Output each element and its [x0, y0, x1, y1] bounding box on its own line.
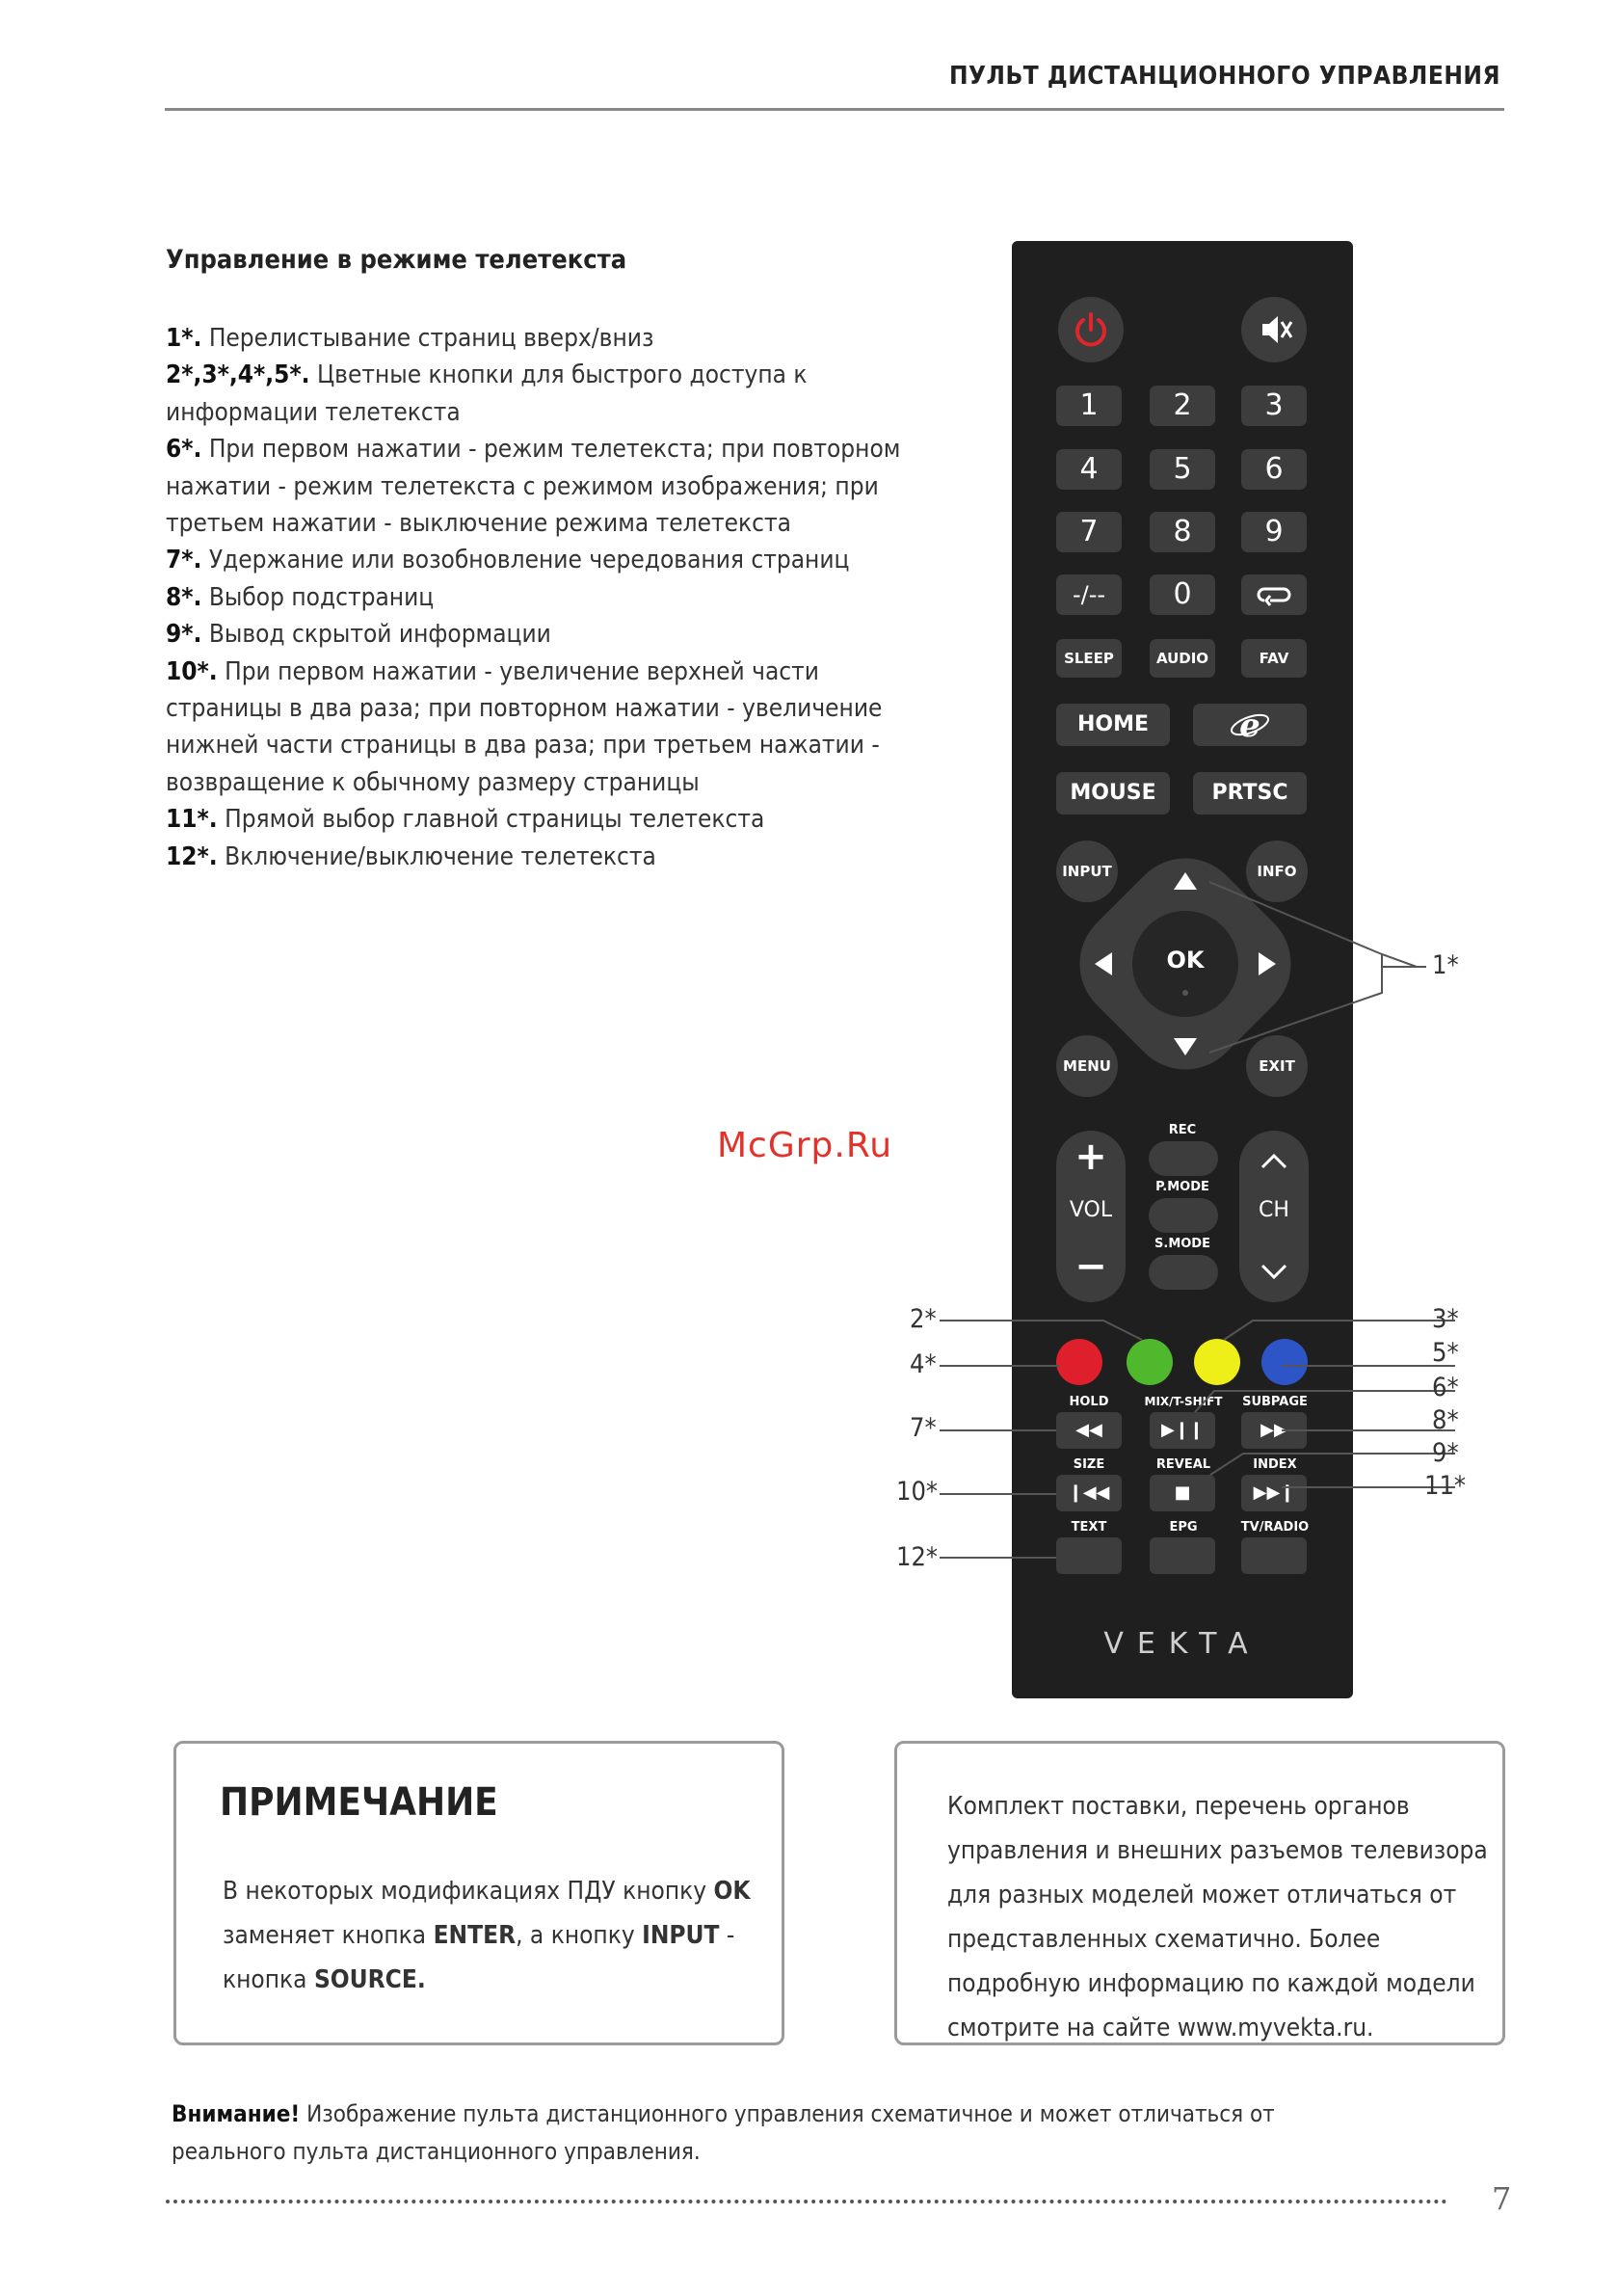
- note-bold-source: SOURCE.: [313, 1965, 426, 1994]
- sleep-button[interactable]: SLEEP: [1056, 639, 1122, 678]
- rewind-icon: ◀◀: [1075, 1420, 1102, 1440]
- item-key: 12*.: [166, 841, 218, 871]
- skip-back-icon: ❙◀◀: [1068, 1482, 1110, 1503]
- page-number: 7: [1492, 2180, 1512, 2217]
- mix-label: MIX/T-SHIFT: [1144, 1395, 1223, 1408]
- section-title: Управление в режиме телетекста: [166, 245, 627, 275]
- brand-logo: VEKTA: [1103, 1627, 1261, 1661]
- digit-2-button[interactable]: 2: [1150, 386, 1215, 426]
- note-text-part: В некоторых модификациях ПДУ кнопку: [223, 1877, 714, 1906]
- item-key: 11*.: [166, 805, 218, 835]
- warning-body: Изображение пульта дистанционного управления схематичное и может отличаться от реального пульта дистанционного управления.: [172, 2100, 1275, 2165]
- watermark: McGrp.Ru: [717, 1126, 893, 1165]
- text-label: TEXT: [1071, 1520, 1107, 1535]
- note-bold-input: INPUT: [642, 1921, 720, 1950]
- item-text: Выбор подстраниц: [201, 582, 435, 612]
- hold-label: HOLD: [1069, 1395, 1109, 1409]
- digit-7-button[interactable]: 7: [1056, 512, 1122, 552]
- digit-0-button[interactable]: 0: [1150, 574, 1215, 615]
- stop-icon: ■: [1174, 1482, 1191, 1503]
- item-text: Включение/выключение телетекста: [217, 841, 656, 871]
- digit-4-button[interactable]: 4: [1056, 449, 1122, 490]
- index-label: INDEX: [1253, 1457, 1297, 1472]
- info-text: Комплект поставки, перечень органов управления и внешних разъемов телевизора для разных моделей может отличаться от представленных схематично. Более подробную информацию по каждой модели смотрите на сайте www.myvekta.ru.: [947, 1792, 1488, 2042]
- skip-forward-icon: ▶▶❙: [1253, 1482, 1295, 1503]
- exit-button[interactable]: EXIT: [1246, 1035, 1308, 1097]
- callout-10: 10*: [896, 1477, 939, 1507]
- item-key: 8*.: [166, 582, 202, 612]
- page-header-title: ПУЛЬТ ДИСТАНЦИОННОГО УПРАВЛЕНИЯ: [948, 62, 1500, 91]
- warning-label: Внимание!: [172, 2100, 301, 2127]
- digit-6-button[interactable]: 6: [1241, 449, 1307, 490]
- svg-text:e: e: [1239, 707, 1260, 745]
- prtsc-button[interactable]: PRTSC: [1193, 772, 1307, 814]
- callout-5: 5*: [1432, 1338, 1459, 1368]
- pmode-label: P.MODE: [1155, 1180, 1209, 1194]
- callout-9: 9*: [1432, 1438, 1459, 1468]
- warning-text: [172, 2096, 1376, 2171]
- reveal-label: REVEAL: [1155, 1457, 1211, 1472]
- digit-1-button[interactable]: 1: [1056, 386, 1122, 426]
- ok-button[interactable]: OK: [1166, 947, 1205, 974]
- callout-12: 12*: [896, 1542, 939, 1572]
- item-key: 6*.: [166, 435, 202, 465]
- footer-divider: [166, 2200, 1447, 2203]
- item-text: Цветные кнопки для быстрого доступа к информации телетекста: [166, 360, 808, 427]
- callout-8: 8*: [1432, 1405, 1459, 1435]
- vol-plus[interactable]: +: [1074, 1135, 1107, 1179]
- note-box: [173, 1741, 784, 2045]
- fav-button[interactable]: FAV: [1241, 639, 1307, 678]
- note-heading: ПРИМЕЧАНИЕ: [220, 1780, 498, 1825]
- item-text: При первом нажатии - режим телетекста; при повторном нажатии - режим телетекста с режимом изображения; при третьем нажатии - выключение режима телетекста: [166, 435, 901, 539]
- item-key: 2*,3*,4*,5*.: [166, 360, 310, 390]
- item-text: Прямой выбор главной страницы телетекста: [217, 805, 765, 835]
- callout-4: 4*: [910, 1349, 937, 1379]
- size-label: SIZE: [1073, 1457, 1105, 1472]
- subpage-label: SUBPAGE: [1242, 1395, 1308, 1409]
- mouse-button[interactable]: MOUSE: [1056, 772, 1170, 814]
- vol-minus[interactable]: −: [1074, 1244, 1107, 1289]
- callout-3: 3*: [1432, 1304, 1459, 1334]
- ch-label: CH: [1259, 1198, 1289, 1222]
- item-key: 9*.: [166, 620, 202, 650]
- menu-button[interactable]: MENU: [1056, 1035, 1118, 1097]
- fast-forward-icon: ▶▶: [1260, 1420, 1287, 1440]
- item-key: 10*.: [166, 656, 218, 686]
- callout-7: 7*: [910, 1413, 937, 1443]
- note-bold-enter: ENTER: [433, 1921, 517, 1950]
- digit-8-button[interactable]: 8: [1150, 512, 1215, 552]
- audio-button[interactable]: AUDIO: [1150, 639, 1215, 678]
- home-button[interactable]: HOME: [1056, 704, 1170, 746]
- callout-1: 1*: [1432, 950, 1459, 980]
- note-text-part: - кнопка: [223, 1921, 735, 1994]
- note-text-part: заменяет кнопка: [223, 1921, 434, 1950]
- play-pause-icon: ▶❙❙: [1160, 1420, 1204, 1440]
- digit-5-button[interactable]: 5: [1150, 449, 1215, 490]
- tvradio-label: TV/RADIO: [1240, 1520, 1310, 1535]
- note-text: [223, 1869, 762, 2002]
- digit-3-button[interactable]: 3: [1241, 386, 1307, 426]
- info-button[interactable]: INFO: [1246, 841, 1308, 902]
- item-text: Удержание или возобновление чередования страниц: [201, 546, 850, 575]
- epg-label: EPG: [1169, 1520, 1198, 1535]
- callout-11: 11*: [1424, 1471, 1467, 1501]
- digit-9-button[interactable]: 9: [1241, 512, 1307, 552]
- note-bold-ok: OK: [713, 1877, 751, 1906]
- rec-label: REC: [1168, 1123, 1197, 1137]
- vol-label: VOL: [1069, 1198, 1113, 1222]
- note-text-part: , а кнопку: [516, 1921, 643, 1950]
- info-box: [894, 1741, 1505, 2045]
- item-text: Перелистывание страниц вверх/вниз: [201, 324, 654, 353]
- callout-2: 2*: [910, 1304, 937, 1334]
- input-button[interactable]: INPUT: [1056, 841, 1118, 902]
- callout-6: 6*: [1432, 1373, 1459, 1402]
- smode-label: S.MODE: [1154, 1237, 1210, 1251]
- item-key: 7*.: [166, 546, 202, 575]
- item-key: 1*.: [166, 324, 202, 353]
- item-text: При первом нажатии - увеличение верхней части страницы в два раза; при повторном нажатии - увеличение нижней части страницы в два раза; при третьем нажатии - возвращение к обычному размеру страницы: [166, 656, 883, 797]
- item-text: Вывод скрытой информации: [201, 620, 551, 650]
- digit-dash-button[interactable]: -/--: [1056, 574, 1122, 615]
